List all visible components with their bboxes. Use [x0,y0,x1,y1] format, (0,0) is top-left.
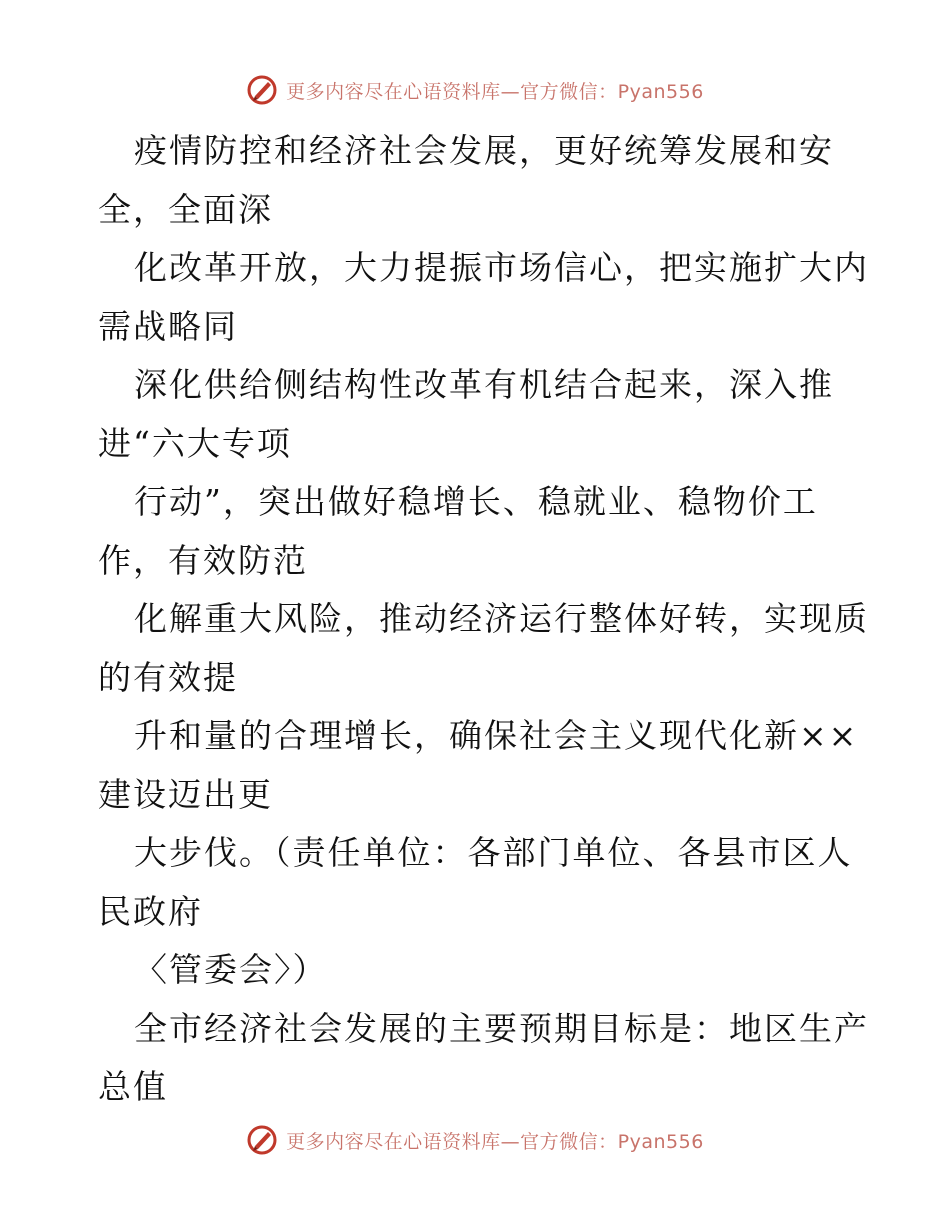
pen-logo-icon [246,1124,278,1156]
text-line: 建设迈出更 [98,774,273,814]
pen-logo-icon [246,74,278,106]
text-line: 的有效提 [98,657,238,697]
text-line: 升和量的合理增长，确保社会主义现代化新×× [134,716,859,755]
text-line: 需战略同 [98,306,238,346]
text-line: 大步伐。（责任单位：各部门单位、各县市区人 [134,833,853,872]
text-line: 全市经济社会发展的主要预期目标是：地区生产 [134,1008,869,1048]
document-body [98,122,869,1117]
header-watermark [0,70,950,110]
text-line: 总值 [98,1067,168,1106]
text-line: 作，有效防范 [98,540,308,580]
text-line: 化改革开放，大力提振市场信心，把实施扩大内 [134,248,869,287]
text-line: 民政府 [98,891,203,931]
text-line: 全，全面深 [98,189,273,229]
watermark-text: 更多内容尽在心语资料库—官方微信：Pyan556 [286,1130,704,1153]
footer-watermark [0,1120,950,1160]
text-line: 行动”，突出做好稳增长、稳就业、稳物价工 [134,482,818,521]
text-line: 深化供给侧结构性改革有机结合起来，深入推 [134,365,834,404]
text-line: 进“六大专项 [98,423,292,463]
text-line: 化解重大风险，推动经济运行整体好转，实现质 [134,599,869,638]
watermark-text: 更多内容尽在心语资料库—官方微信：Pyan556 [286,80,704,103]
text-line: 疫情防控和经济社会发展，更好统筹发展和安 [134,131,834,170]
text-line: 〈管委会〉） [134,950,328,989]
